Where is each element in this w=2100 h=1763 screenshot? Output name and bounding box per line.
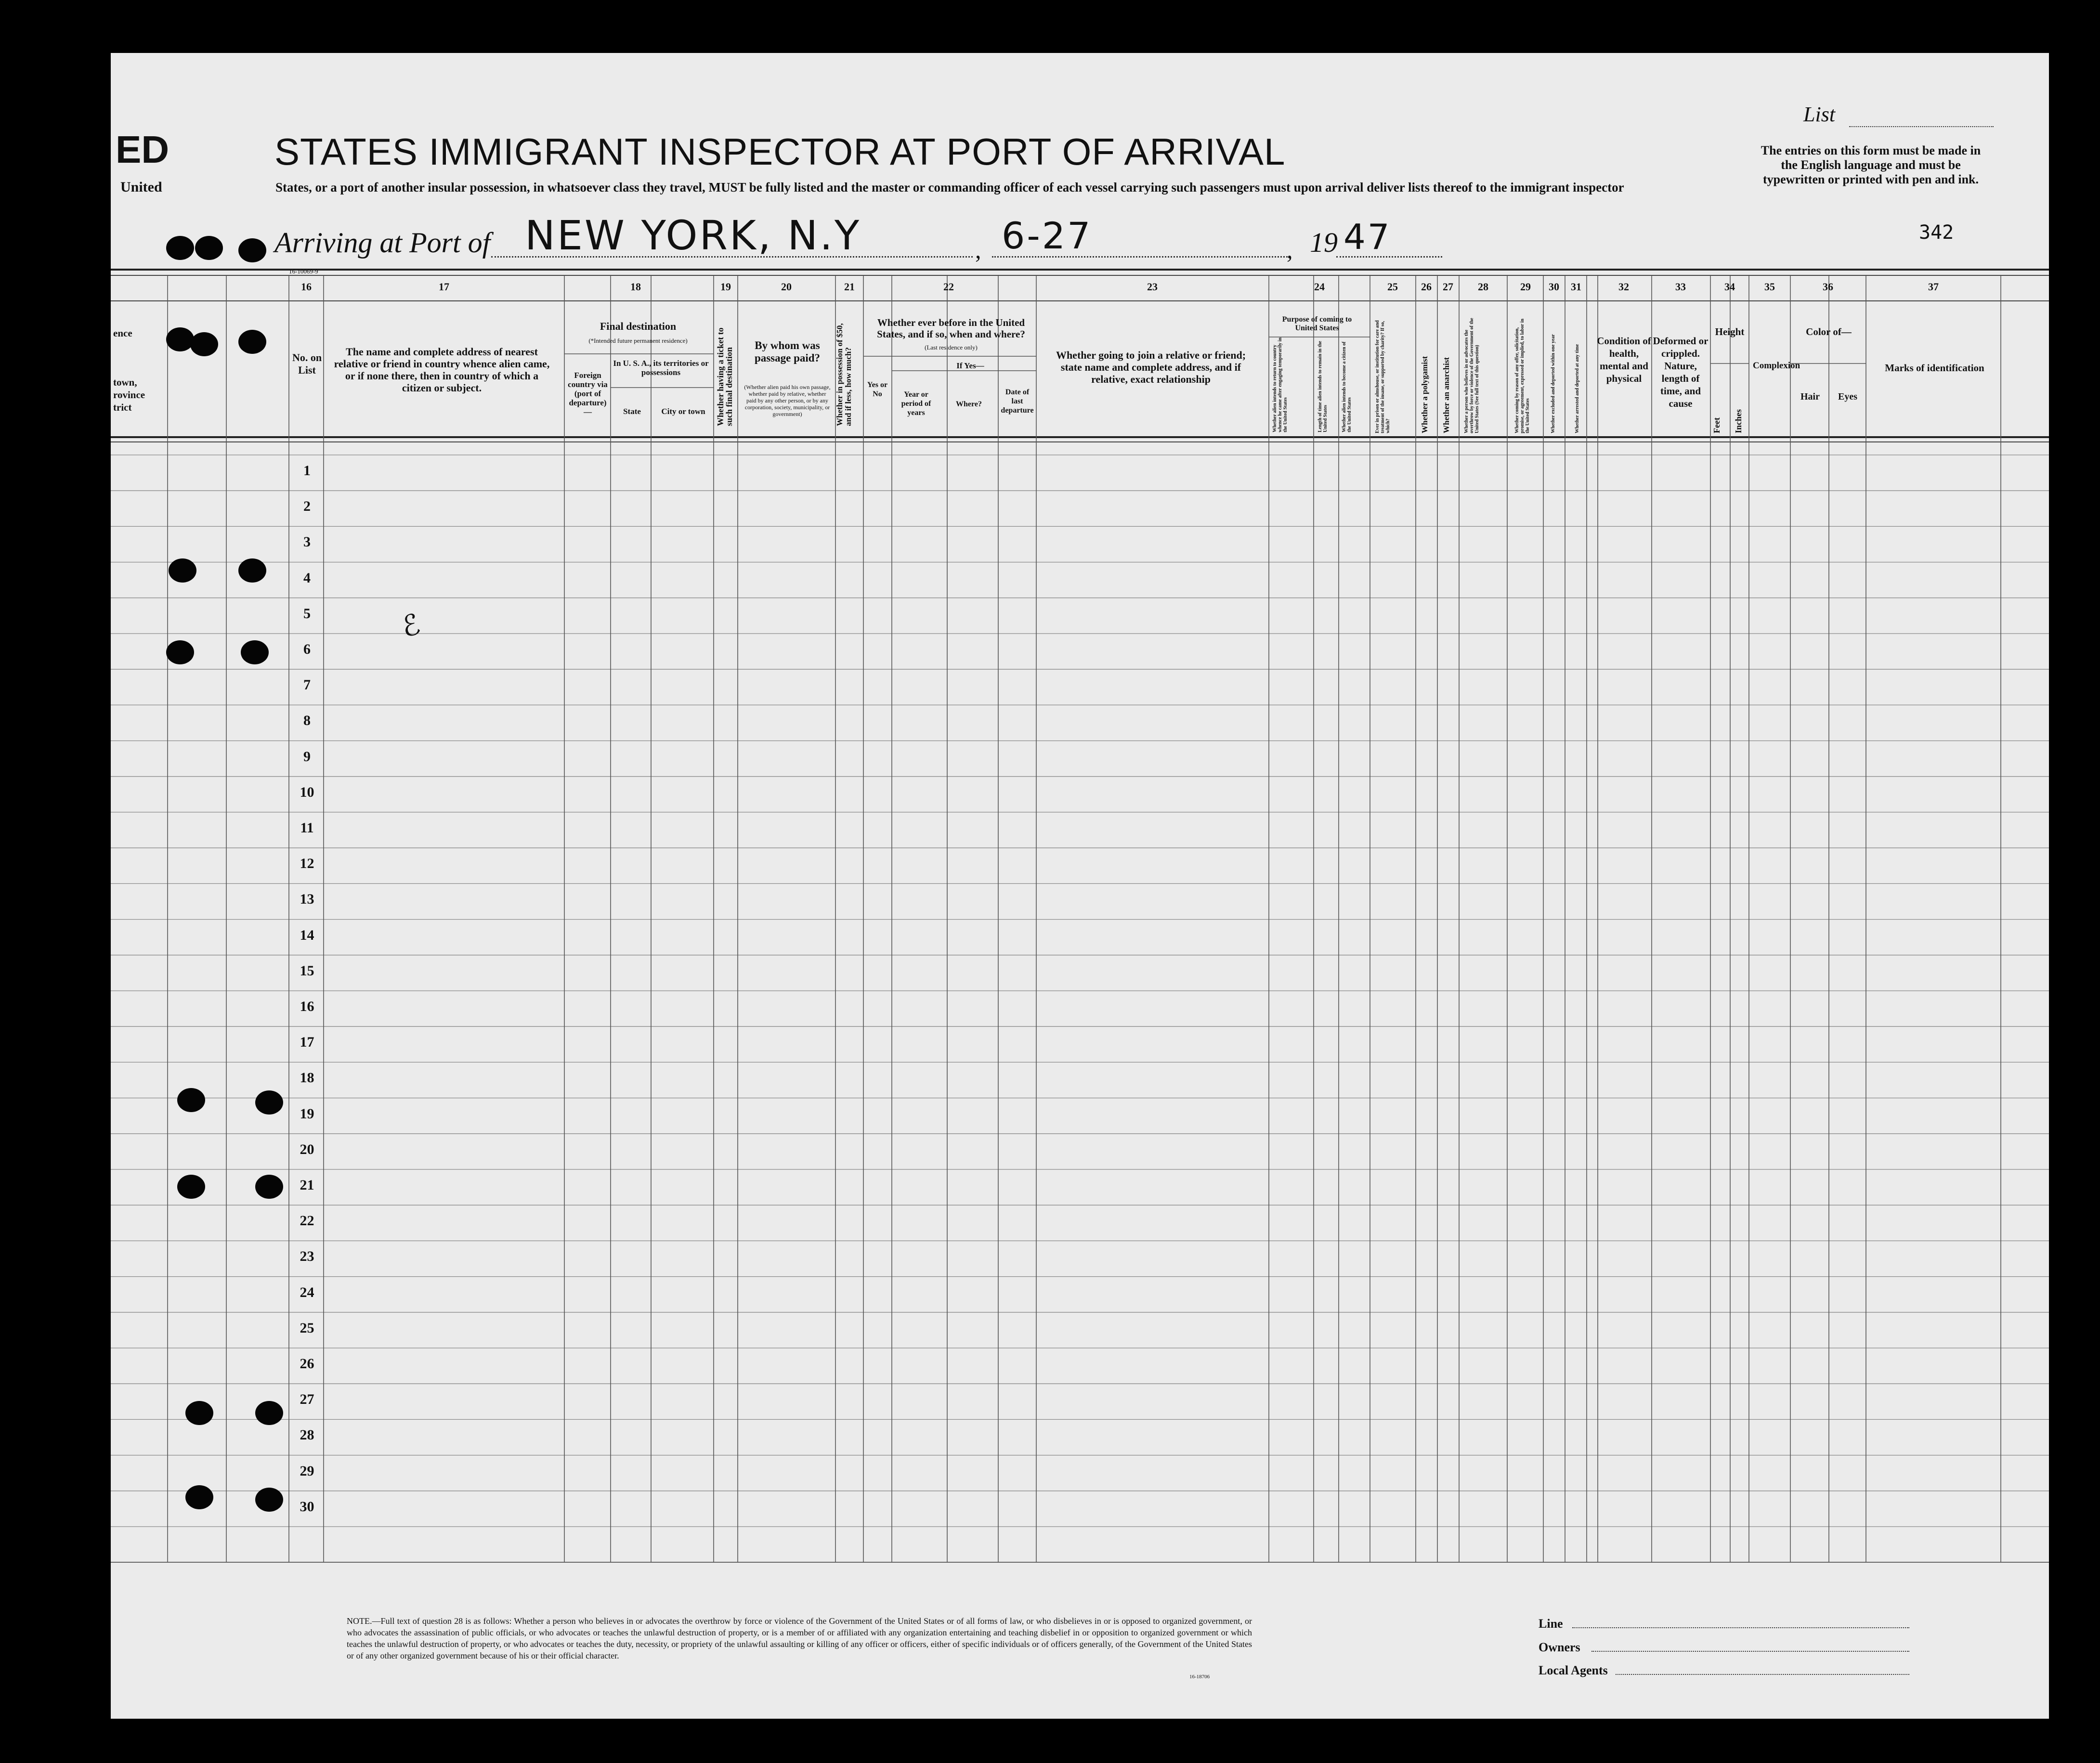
header-inches: Inches bbox=[1734, 409, 1743, 433]
header-passage-paid: By whom was passage paid? bbox=[754, 339, 821, 364]
row-number-10: 10 bbox=[300, 784, 314, 800]
row-number-27: 27 bbox=[300, 1391, 314, 1408]
entry-instructions: The entries on this form must be made in the English language and must be typewritten or printed with pen and ink. bbox=[1761, 143, 1981, 186]
header-polygamist: Whether a polygamist bbox=[1420, 356, 1429, 433]
date-handwritten: 6-27 bbox=[1002, 214, 1093, 257]
header-deformed: Deformed or crippled. Nature, length of time, and cause bbox=[1653, 335, 1709, 409]
footer-note: NOTE.—Full text of question 28 is as follows: Whether a person who believes in or advocates the overthrow by force or violence of the Government of the United States or of all forms of law, or who disbelieves in or is opposed to organized government, or who advocates the assassination of public officials, or who advocates or teaches the unlawful destruction of property, or is a member of or affiliated with any organization entertaining and teaching disbelief in or opposition to organized government or which teaches the unlawful destruction of property, or who advocates or teaches the duty, necessity, or propriety of the unlawful assaulting or killing of any officer or officers, either of specific individuals or of officers generally, of the Government of the United States or of any other organized government because of his or their official character. bbox=[347, 1616, 1252, 1660]
row-number-5: 5 bbox=[303, 605, 311, 622]
header-passage-note: (Whether alien paid his own passage, whether paid by relative, whether paid by any other person, or by any corporation, society, municipality, or government) bbox=[744, 384, 831, 417]
column-number-29: 29 bbox=[1520, 281, 1531, 293]
column-number-19: 19 bbox=[720, 281, 731, 293]
row-number-8: 8 bbox=[303, 713, 311, 729]
row-number-1: 1 bbox=[303, 463, 311, 479]
footer-form-code: 16-18706 bbox=[1189, 1674, 1210, 1680]
column-number-23: 23 bbox=[1147, 281, 1158, 293]
header-no-on-list: No. on List bbox=[292, 351, 322, 376]
column-number-33: 33 bbox=[1675, 281, 1686, 293]
header-nearest-relative: The name and complete address of nearest relative or friend in country whence alien came, or if none there, then in country of which a citizen or subject. bbox=[334, 346, 550, 394]
year-prefix: 19 bbox=[1310, 227, 1338, 258]
handwritten-mark: ℰ bbox=[398, 608, 424, 644]
header-purpose-length: Length of time alien intends to remain in the United States bbox=[1317, 341, 1328, 432]
header-feet: Feet bbox=[1712, 417, 1722, 433]
row-number-6: 6 bbox=[303, 641, 311, 657]
row-number-28: 28 bbox=[300, 1427, 314, 1443]
form-code-top: 16-10069-9 bbox=[289, 268, 318, 275]
punch-hole bbox=[185, 1401, 213, 1425]
left-fragment-1: ence bbox=[113, 327, 132, 339]
row-number-21: 21 bbox=[300, 1177, 314, 1193]
punch-hole bbox=[166, 236, 194, 260]
row-number-4: 4 bbox=[303, 570, 311, 586]
header-foreign-country: Foreign country via (port of departure)— bbox=[568, 371, 608, 416]
page-title: STATES IMMIGRANT INSPECTOR AT PORT OF ARRIVAL bbox=[274, 130, 1286, 173]
header-fifty-dollars: Whether in possession of $50, and if less, how much? bbox=[835, 323, 853, 426]
footer-agents-field bbox=[1616, 1674, 1909, 1675]
row-number-13: 13 bbox=[300, 891, 314, 907]
header-purpose-return: Whether alien intends to return to country whence he came after engaging temporarily in the United States bbox=[1272, 337, 1288, 432]
row-number-16: 16 bbox=[300, 998, 314, 1014]
page-subtitle: States, or a port of another insular possession, in whatsoever class they travel, MUST be fully listed and the master or commanding officer of each vessel carrying such passengers must upon arrival deliver lists thereof to the immigrant inspector bbox=[275, 180, 1624, 194]
header-color-of: Color of— bbox=[1806, 326, 1852, 337]
header-marks-identification: Marks of identification bbox=[1885, 362, 1984, 374]
row-number-26: 26 bbox=[300, 1356, 314, 1372]
column-number-21: 21 bbox=[844, 281, 855, 293]
header-final-destination-note: (*Intended future permanent residence) bbox=[588, 337, 688, 344]
column-number-22: 22 bbox=[943, 281, 954, 293]
header-last-residence: (Last residence only) bbox=[925, 344, 978, 351]
row-number-23: 23 bbox=[300, 1248, 314, 1265]
header-state: State bbox=[623, 407, 641, 416]
row-number-19: 19 bbox=[300, 1105, 314, 1122]
port-handwritten: NEW YORK, N.Y bbox=[525, 212, 861, 259]
column-number-25: 25 bbox=[1387, 281, 1398, 293]
row-number-14: 14 bbox=[300, 927, 314, 943]
side-fragment: United bbox=[120, 179, 162, 195]
row-number-12: 12 bbox=[300, 856, 314, 872]
punch-hole bbox=[166, 327, 194, 351]
header-ticket: Whether having a ticket to such final destination bbox=[716, 327, 734, 426]
column-number-24: 24 bbox=[1314, 281, 1325, 293]
row-number-29: 29 bbox=[300, 1463, 314, 1479]
punch-hole bbox=[177, 1175, 205, 1199]
row-number-18: 18 bbox=[300, 1070, 314, 1086]
punch-hole bbox=[190, 332, 218, 356]
header-final-destination: Final destination bbox=[600, 320, 677, 332]
punch-hole bbox=[255, 1175, 283, 1199]
left-fragment-3: rovince bbox=[113, 389, 145, 401]
header-if-yes: If Yes— bbox=[956, 361, 984, 370]
left-fragment-4: trict bbox=[113, 402, 132, 413]
header-join-relative: Whether going to join a relative or friend; state name and complete address, and if relative, exact relationship bbox=[1056, 349, 1246, 385]
row-number-20: 20 bbox=[300, 1141, 314, 1157]
column-number-31: 31 bbox=[1571, 281, 1581, 293]
punch-hole bbox=[238, 330, 266, 354]
header-overthrow: Whether a person who believes in or advocates the overthrow by force or violence of the Government of the United States (See full text of this question) bbox=[1464, 318, 1480, 433]
punch-hole bbox=[185, 1485, 213, 1509]
column-number-37: 37 bbox=[1928, 281, 1939, 293]
column-number-27: 27 bbox=[1443, 281, 1453, 293]
header-where: Where? bbox=[956, 400, 982, 408]
punch-hole bbox=[255, 1090, 283, 1115]
column-number-16: 16 bbox=[301, 281, 312, 293]
column-number-35: 35 bbox=[1764, 281, 1775, 293]
row-number-3: 3 bbox=[303, 534, 311, 550]
column-number-34: 34 bbox=[1724, 281, 1735, 293]
row-number-24: 24 bbox=[300, 1284, 314, 1300]
column-number-32: 32 bbox=[1618, 281, 1629, 293]
comma-1: , bbox=[975, 236, 981, 263]
header-year-period: Year or period of years bbox=[901, 390, 931, 417]
row-number-22: 22 bbox=[300, 1213, 314, 1229]
footer-line-label: Line bbox=[1539, 1617, 1563, 1631]
column-number-26: 26 bbox=[1421, 281, 1432, 293]
punch-hole bbox=[177, 1088, 205, 1112]
header-city: City or town bbox=[661, 407, 705, 416]
header-excluded: Whether excluded and deported within one year bbox=[1551, 334, 1556, 433]
punch-hole bbox=[255, 1401, 283, 1425]
header-purpose: Purpose of coming to United States bbox=[1282, 315, 1352, 332]
row-number-2: 2 bbox=[303, 498, 311, 515]
stamp-number: 342 bbox=[1919, 221, 1954, 244]
header-labor-offer: Whether coming by reason of any offer, solicitation, promise, or agreement, expressed or implied, to labor in the United States bbox=[1514, 318, 1530, 433]
list-line bbox=[1849, 126, 1994, 127]
row-number-15: 15 bbox=[300, 962, 314, 979]
punch-hole bbox=[166, 640, 194, 664]
header-yes-no: Yes or No bbox=[867, 381, 888, 398]
column-number-30: 30 bbox=[1549, 281, 1559, 293]
header-height: Height bbox=[1715, 326, 1745, 337]
punch-hole bbox=[241, 640, 269, 664]
row-number-7: 7 bbox=[303, 677, 311, 693]
footer-owners-field bbox=[1591, 1651, 1909, 1652]
column-number-28: 28 bbox=[1478, 281, 1488, 293]
punch-hole bbox=[169, 558, 196, 583]
row-number-30: 30 bbox=[300, 1498, 314, 1515]
column-number-18: 18 bbox=[630, 281, 641, 293]
header-in-usa: In U. S. A., its territories or possessions bbox=[613, 359, 709, 377]
row-number-25: 25 bbox=[300, 1320, 314, 1336]
header-anarchist: Whether an anarchist bbox=[1442, 357, 1451, 433]
header-health: Condition of health, mental and physical bbox=[1597, 335, 1651, 384]
punch-hole bbox=[238, 238, 266, 262]
footer-owners-label: Owners bbox=[1539, 1640, 1580, 1654]
header-hair: Hair bbox=[1800, 391, 1820, 402]
punch-hole bbox=[195, 236, 223, 260]
row-number-11: 11 bbox=[300, 820, 314, 836]
list-label: List bbox=[1803, 103, 1836, 126]
footer-line-field bbox=[1572, 1627, 1909, 1628]
footer-agents-label: Local Agents bbox=[1539, 1663, 1608, 1677]
arriving-label: Arriving at Port of bbox=[274, 227, 491, 259]
header-purpose-citizen: Whether alien intends to become a citizen of the United States bbox=[1342, 341, 1352, 432]
title-fragment: ED bbox=[116, 128, 170, 171]
punch-hole bbox=[238, 558, 266, 583]
header-complexion: Complexion bbox=[1753, 361, 1800, 371]
left-fragment-2: town, bbox=[113, 376, 137, 388]
column-number-20: 20 bbox=[781, 281, 792, 293]
punch-hole bbox=[255, 1488, 283, 1512]
header-date-departure: Date of last departure bbox=[1001, 388, 1034, 415]
year-line bbox=[1336, 256, 1442, 258]
row-number-17: 17 bbox=[300, 1034, 314, 1050]
header-ever-before: Whether ever before in the United States, and if so, when and where? bbox=[877, 317, 1025, 340]
header-arrested: Whether arrested and deported at any time bbox=[1575, 344, 1580, 433]
header-prison: Ever in prison or almshouse, or institution for care and treatment of the insane, or supported by charity? If so, which? bbox=[1375, 320, 1391, 433]
comma-2: , bbox=[1287, 236, 1293, 263]
year-handwritten: 47 bbox=[1343, 217, 1392, 257]
column-number-17: 17 bbox=[439, 281, 449, 293]
column-number-36: 36 bbox=[1823, 281, 1833, 293]
header-eyes: Eyes bbox=[1838, 391, 1857, 402]
row-number-9: 9 bbox=[303, 748, 311, 765]
